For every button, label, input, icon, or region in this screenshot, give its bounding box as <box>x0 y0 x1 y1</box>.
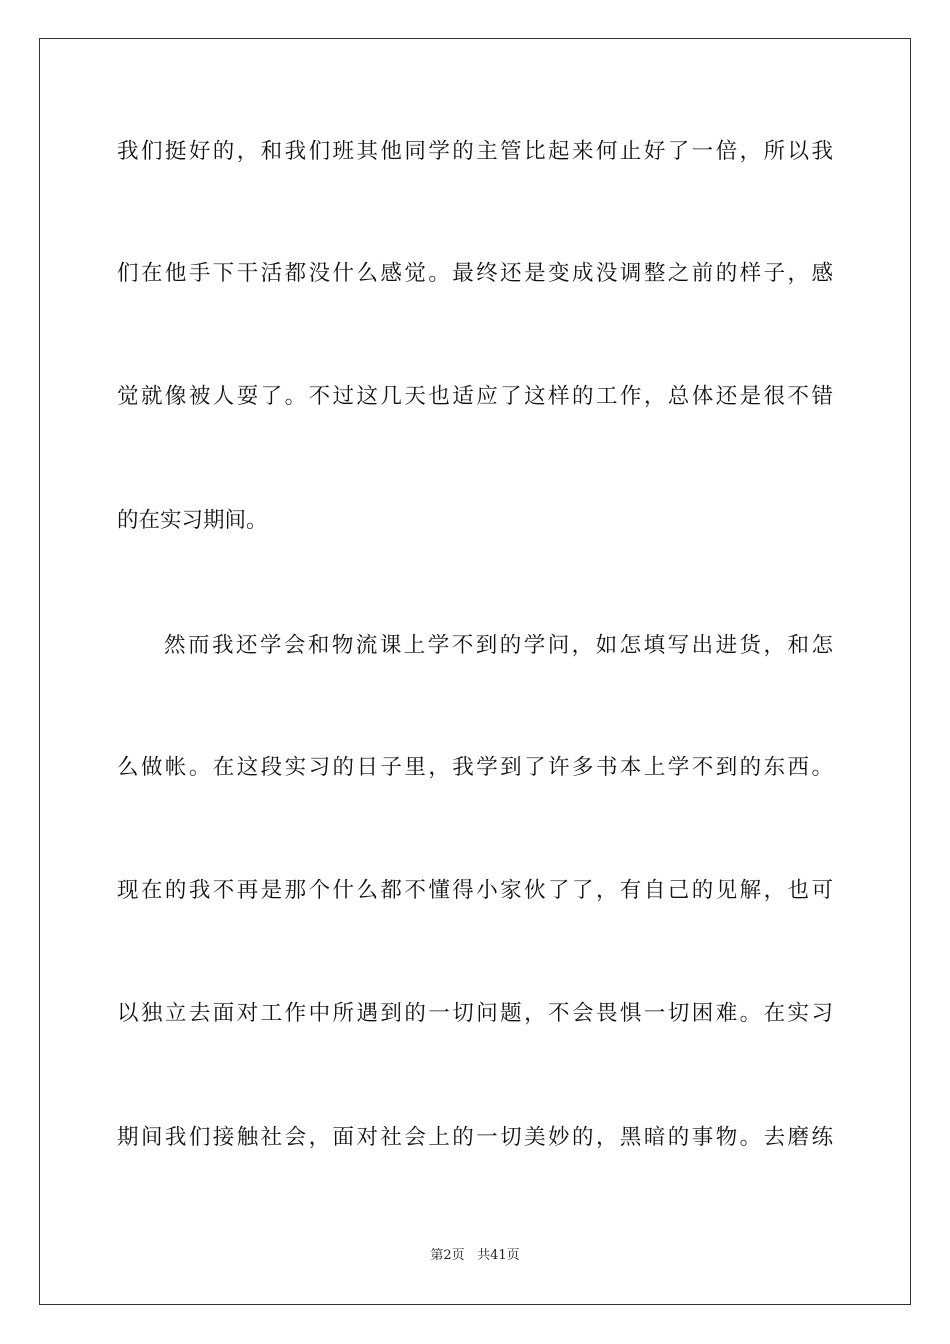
page-footer <box>0 1247 950 1265</box>
page-number: 第2页 <box>430 1248 465 1263</box>
text-line-paragraph-start: 然而我还学会和物流课上学不到的学问，如怎填写出进货，和怎 <box>164 633 833 658</box>
text-line: 期间我们接触社会，面对社会上的一切美妙的，黑暗的事物。去磨练 <box>117 1125 833 1150</box>
text-line: 以独立去面对工作中所遇到的一切问题，不会畏惧一切困难。在实习 <box>117 1001 833 1026</box>
text-line: 现在的我不再是那个什么都不懂得小家伙了了，有自己的见解，也可 <box>117 878 833 903</box>
text-line: 么做帐。在这段实习的日子里，我学到了许多书本上学不到的东西。 <box>117 755 833 780</box>
page-total: 共41页 <box>477 1248 520 1263</box>
text-line: 觉就像被人耍了。不过这几天也适应了这样的工作，总体还是很不错 <box>117 384 833 409</box>
page-border <box>39 38 911 1305</box>
text-line: 的在实习期间。 <box>117 508 268 533</box>
text-line: 我们挺好的，和我们班其他同学的主管比起来何止好了一倍，所以我 <box>117 139 833 164</box>
text-line: 们在他手下干活都没什么感觉。最终还是变成没调整之前的样子，感 <box>117 261 833 286</box>
